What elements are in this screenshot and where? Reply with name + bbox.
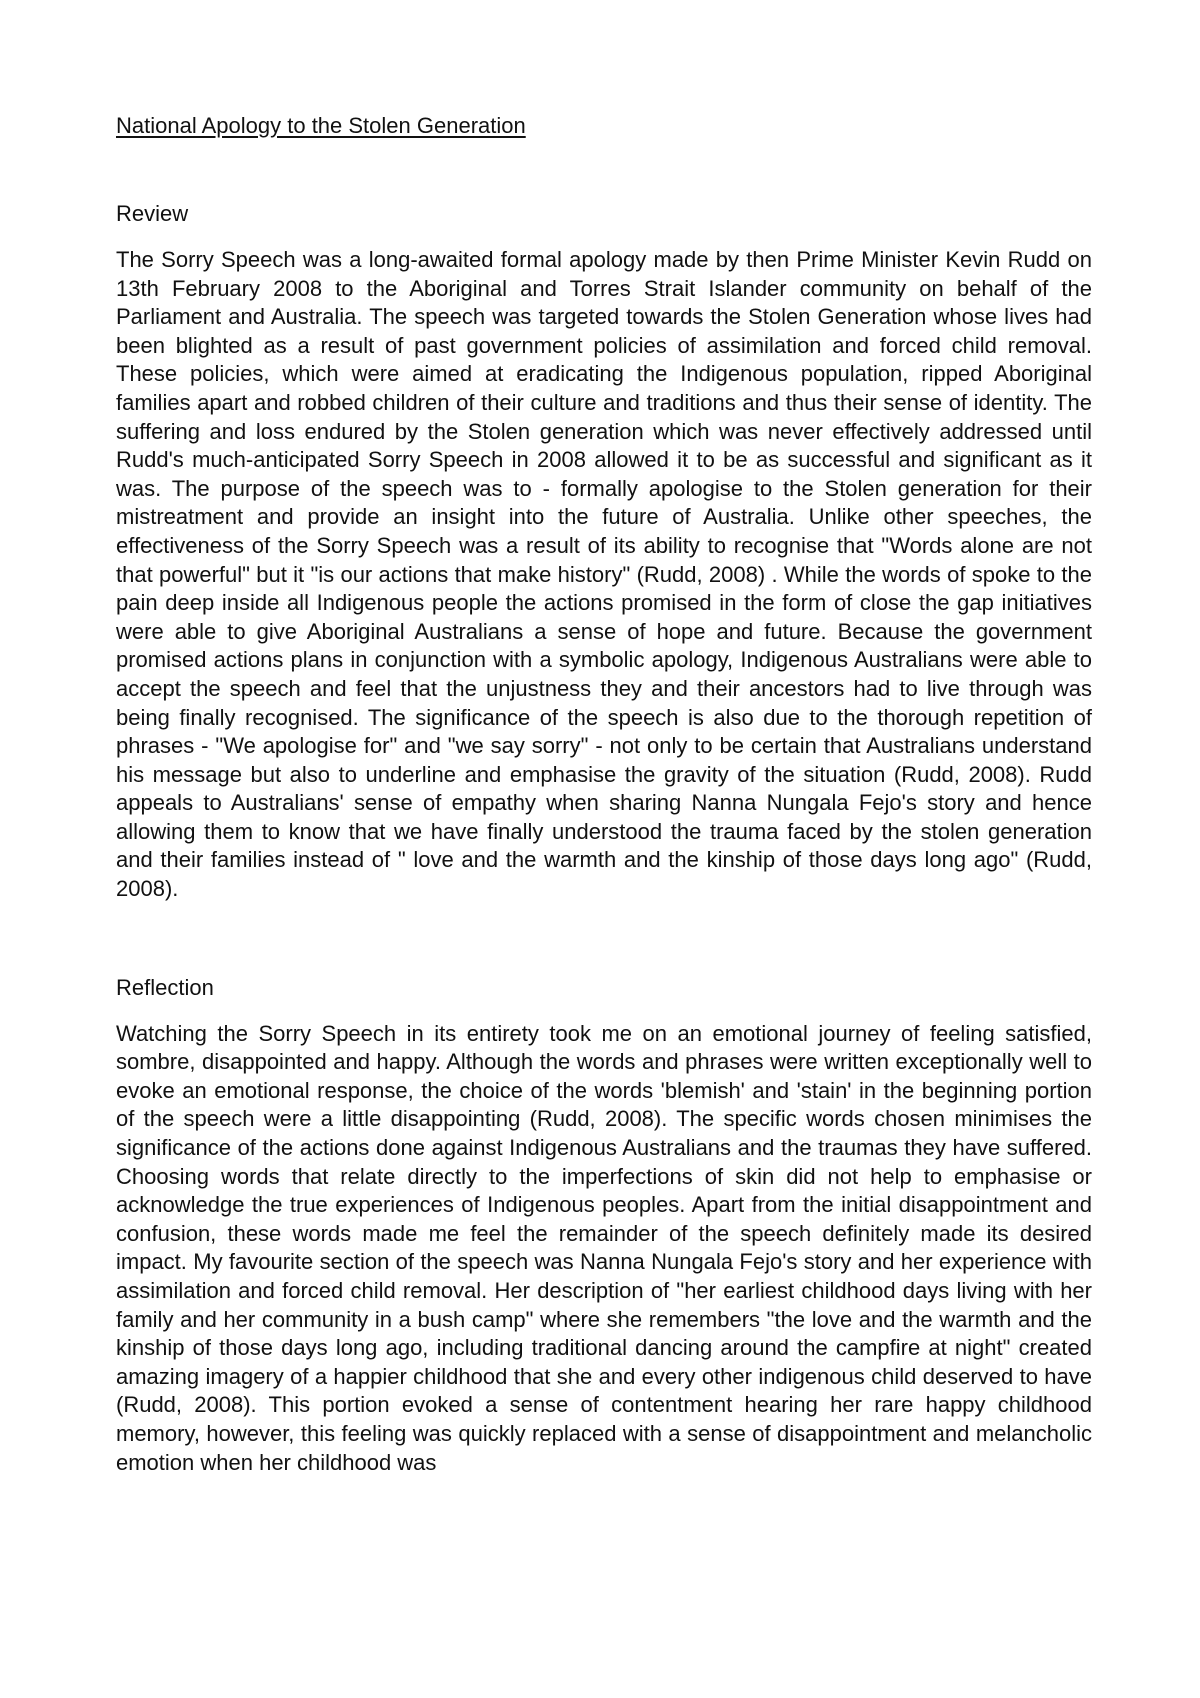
review-paragraph: The Sorry Speech was a long-awaited formal apology made by then Prime Minister Kevin Rudd on 13th February 2008 to the Aboriginal and Torres Strait Islander community on behalf of the Parliament and Australia. The speech was targeted towards the Stolen Generation whose lives had been blighted as a result of past government policies of assimilation and forced child removal. These policies, which were aimed at eradicating the Indigenous population, ripped Aboriginal families apart and robbed children of their culture and traditions and thus their sense of identity. The suffering and loss endured by the Stolen generation which was never effectively addressed until Rudd's much-anticipated Sorry Speech in 2008 allowed it to be as successful and significant as it was. The purpose of the speech was to - formally apologise to the Stolen generation for their mistreatment and provide an insight into the future of Australia. Unlike other speeches, the effectiveness of the Sorry Speech was a result of its ability to recognise that "Words alone are not that powerful" but it "is our actions that make history" (Rudd, 2008) . While the words of spoke to the pain deep inside all Indigenous people the actions promised in the form of close the gap initiatives were able to give Aboriginal Australians a sense of hope and future. Because the government promised actions plans in conjunction with a symbolic apology, Indigenous Australians were able to accept the speech and feel that the unjustness they and their ancestors had to live through was being finally recognised. The significance of the speech is also due to the thorough repetition of phrases - "We apologise for" and "we say sorry" - not only to be certain that Australians understand his message but also to underline and emphasise the gravity of the situation (Rudd, 2008). Rudd appeals to Australians' sense of empathy when sharing Nanna Nungala Fejo's story and hence allowing them to know that we have finally understood the trauma faced by the stolen generation and their families instead of " love and the warmth and the kinship of those days long ago" (Rudd, 2008). [116, 247, 1092, 902]
review-heading: Review [116, 201, 189, 226]
document-title: National Apology to the Stolen Generation [116, 113, 526, 138]
document-content [116, 112, 1092, 1477]
reflection-heading: Reflection [116, 974, 214, 1000]
reflection-paragraph: Watching the Sorry Speech in its entirety took me on an emotional journey of feeling satisfied, sombre, disappointed and happy. Although the words and phrases were written exceptionally well to evoke an emotional response, the choice of the words 'blemish' and 'stain' in the beginning portion of the speech were a little disappointing (Rudd, 2008). The specific words chosen minimises the significance of the actions done against Indigenous Australians and the traumas they have suffered. Choosing words that relate directly to the imperfections of skin did not help to emphasise or acknowledge the true experiences of Indigenous peoples. Apart from the initial disappointment and confusion, these words made me feel the remainder of the speech definitely made its desired impact. My favourite section of the speech was Nanna Nungala Fejo's story and her experience with assimilation and forced child removal. Her description of "her earliest childhood days living with her family and her community in a bush camp" where she remembers "the love and the warmth and the kinship of those days long ago, including traditional dancing around the campfire at night" created amazing imagery of a happier childhood that she and every other indigenous child deserved to have (Rudd, 2008). This portion evoked a sense of contentment hearing her rare happy childhood memory, however, this feeling was quickly replaced with a sense of disappointment and melancholic emotion when her childhood was [116, 1020, 1092, 1475]
